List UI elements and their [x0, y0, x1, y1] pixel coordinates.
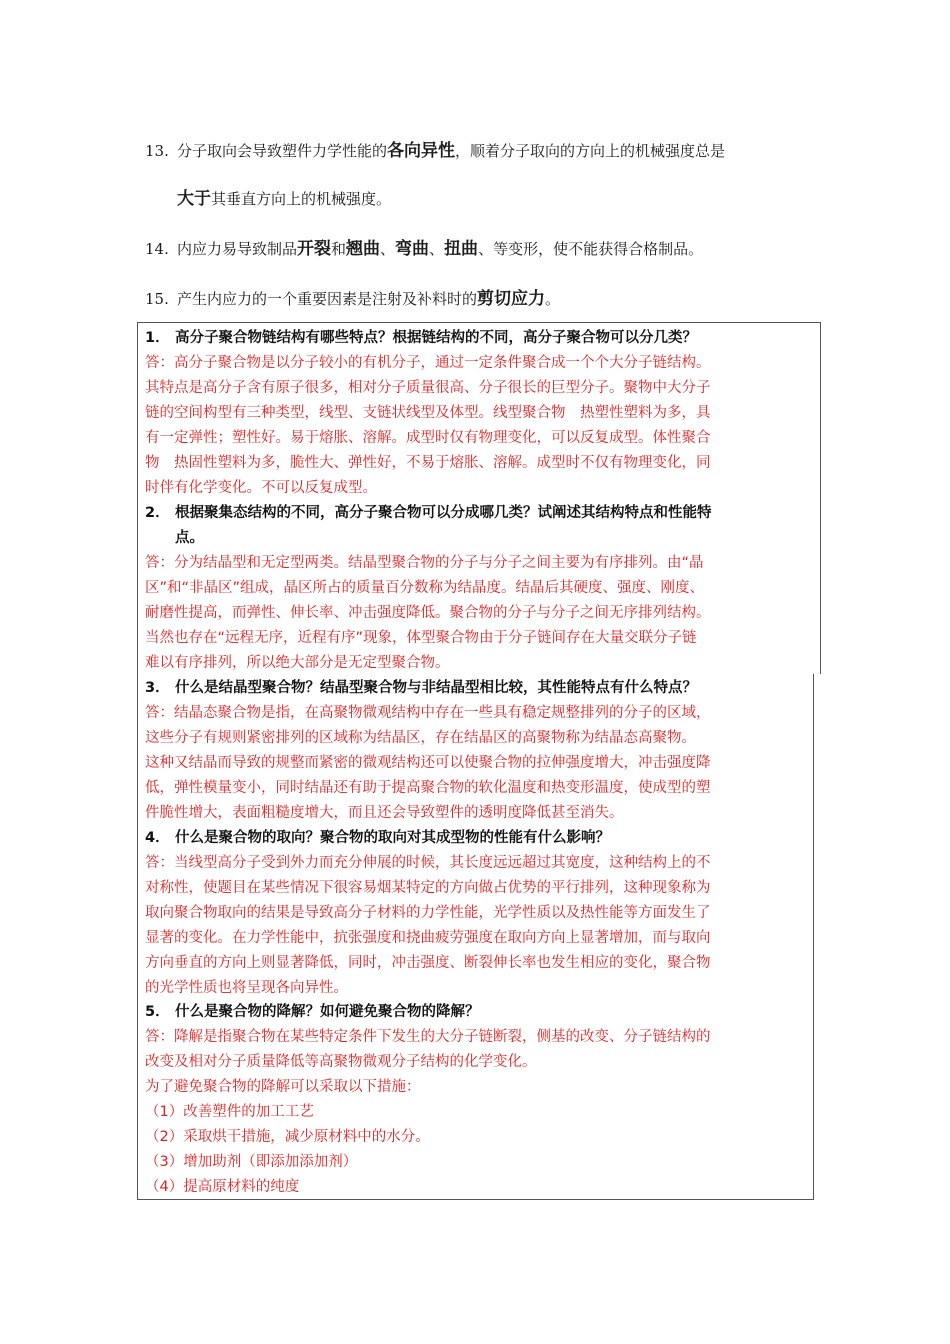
answer-5 [145, 1025, 817, 1200]
answer-line: 链的空间构型有三种类型，线型、支链状线型及体型。线型聚合物 热塑性塑料为多，具 [145, 405, 711, 421]
highlight-term: 各向异性 [387, 141, 456, 161]
answer-line: 时伴有化学变化。不可以反复成型。 [145, 480, 377, 496]
answer-line: 区”和“非晶区”组成，晶区所占的质量百分数称为结晶度。结晶后其硬度、强度、刚度、 [145, 580, 705, 596]
answer-line: 低，弹性模量变小，同时结晶还有助于提高聚合物的软化温度和热变形温度，使成型的塑 [145, 780, 711, 796]
statement-number: 14. [145, 240, 169, 258]
answer-line: （3）增加助剂（即添加添加剂） [145, 1154, 358, 1170]
answer-line: 对称性，使题目在某些情况下很容易烟某特定的方向做占优势的平行排列，这种现象称为 [145, 880, 711, 896]
statement-15 [145, 288, 560, 310]
answer-1 [145, 351, 817, 501]
statement-text: ，顺着分子取向的方向上的机械强度总是 [455, 142, 726, 160]
statement-text: 、 [429, 240, 445, 258]
answer-line: 这种又结晶而导致的规整而紧密的微观结构还可以使聚合物的拉伸强度增大，冲击强度降 [145, 755, 711, 771]
question-number: 5． [145, 1004, 170, 1020]
answer-line: 件脆性增大，表面粗糙度增大，而且还会导致塑件的透明度降低甚至消失。 [145, 805, 624, 821]
question-text: 高分子聚合物链结构有哪些特点？根据链结构的不同，高分子聚合物可以分几类？ [175, 330, 697, 346]
statement-text: 内应力易导致制品 [177, 240, 298, 258]
statement-text: 产生内应力的一个重要因素是注射及补料时的 [177, 290, 478, 308]
answer-line: 这些分子有规则紧密排列的区域称为结晶区，存在结晶区的高聚物称为结晶态高聚物。 [145, 730, 696, 746]
question-text: 什么是结晶型聚合物？结晶型聚合物与非结晶型相比较，其性能特点有什么特点？ [175, 680, 697, 696]
question-text: 什么是聚合物的取向？聚合物的取向对其成型物的性能有什么影响？ [175, 830, 610, 846]
question-text: 什么是聚合物的降解？如何避免聚合物的降解？ [175, 1004, 480, 1020]
statement-text: 、 [380, 240, 396, 258]
question-text: 点。 [175, 530, 204, 546]
answer-line: 取向聚合物取向的结果是导致高分子材料的力学性能，光学性质以及热性能等方面发生了 [145, 905, 711, 921]
question-1 [145, 326, 817, 351]
highlight-term: 扭曲 [444, 239, 479, 259]
answer-line: 难以有序排列，所以绝大部分是无定型聚合物。 [145, 655, 450, 671]
statement-text: 分子取向会导致塑件力学性能的 [177, 142, 388, 160]
highlight-term: 剪切应力 [477, 289, 546, 309]
question-number: 4． [145, 830, 170, 846]
highlight-term: 大于 [177, 189, 211, 209]
question-text: 根据聚集态结构的不同，高分子聚合物可以分成哪几类？试阐述其结构特点和性能特 [175, 505, 712, 521]
statement-number: 15. [145, 290, 169, 308]
question-2 [145, 501, 817, 551]
statement-13-continuation [177, 188, 391, 210]
statement-text: 。 [545, 290, 561, 308]
answer-line: 的光学性质也将呈现各向异性。 [145, 980, 348, 996]
highlight-term: 弯曲 [395, 239, 430, 259]
answer-line: 改变及相对分子质量降低等高聚物微观分子结构的化学变化。 [145, 1054, 537, 1070]
highlight-term: 开裂 [297, 239, 332, 259]
answer-line: 答：结晶态聚合物是指，在高聚物微观结构中存在一些具有稳定规整排列的分子的区域， [145, 705, 711, 721]
question-3 [145, 676, 817, 701]
answer-line: 答：降解是指聚合物在某些特定条件下发生的大分子链断裂，侧基的改变、分子链结构的 [145, 1029, 711, 1045]
answer-line: 耐磨性提高，而弹性、伸长率、冲击强度降低。聚合物的分子与分子之间无序排列结构。 [145, 605, 711, 621]
statement-text: 其垂直方向上的机械强度。 [211, 190, 392, 208]
answer-line: （1）改善塑件的加工工艺 [145, 1104, 314, 1120]
answer-line: 物 热固性塑料为多，脆性大、弹性好，不易于熔胀、溶解。成型时不仅有物理变化，同 [145, 455, 711, 471]
statement-number: 13. [145, 142, 169, 160]
answer-2 [145, 551, 817, 676]
qa-section-4 [145, 826, 817, 1001]
answer-line: 为了避免聚合物的降解可以采取以下措施： [145, 1079, 421, 1095]
answer-line: 答：高分子聚合物是以分子较小的有机分子，通过一定条件聚合成一个个大分子链结构。 [145, 355, 711, 371]
qa-section-1 [145, 326, 817, 501]
answer-line: 答：当线型高分子受到外力而充分伸展的时候，其长度远远超过其宽度，这种结构上的不 [145, 855, 711, 871]
statement-14 [145, 238, 703, 260]
answer-line: 有一定弹性；塑性好。易于熔胀、溶解。成型时仅有物理变化，可以反复成型。体性聚合 [145, 430, 711, 446]
answer-4 [145, 851, 817, 1001]
answer-line: （4）提高原材料的纯度 [145, 1179, 300, 1195]
qa-section-5 [145, 1000, 817, 1200]
answer-line: 当然也存在“远程无序，近程有序”现象，体型聚合物由于分子链间存在大量交联分子链 [145, 630, 697, 646]
question-4 [145, 826, 817, 851]
answer-3 [145, 701, 817, 826]
statement-13 [145, 140, 725, 162]
answer-line: 方向垂直的方向上则显著降低，同时，冲击强度、断裂伸长率也发生相应的变化，聚合物 [145, 955, 711, 971]
question-5 [145, 1000, 817, 1025]
qa-section-3 [145, 676, 817, 826]
answer-line: （2）采取烘干措施，减少原材料中的水分。 [145, 1129, 430, 1145]
highlight-term: 翘曲 [346, 239, 381, 259]
qa-section-2 [145, 501, 817, 676]
answer-line: 其特点是高分子含有原子很多，相对分子质量很高、分子很长的巨型分子。聚物中大分子 [145, 380, 711, 396]
statement-text: 和 [331, 240, 347, 258]
statement-text: 、等变形，使不能获得合格制品。 [478, 240, 704, 258]
answer-line: 显著的变化。在力学性能中，抗张强度和挠曲疲劳强度在取向方向上显著增加，而与取向 [145, 930, 711, 946]
answer-line: 答：分为结晶型和无定型两类。结晶型聚合物的分子与分子之间主要为有序排列。由“晶 [145, 555, 704, 571]
question-number: 2． [145, 505, 170, 521]
question-number: 3． [145, 680, 170, 696]
question-number: 1． [145, 330, 170, 346]
